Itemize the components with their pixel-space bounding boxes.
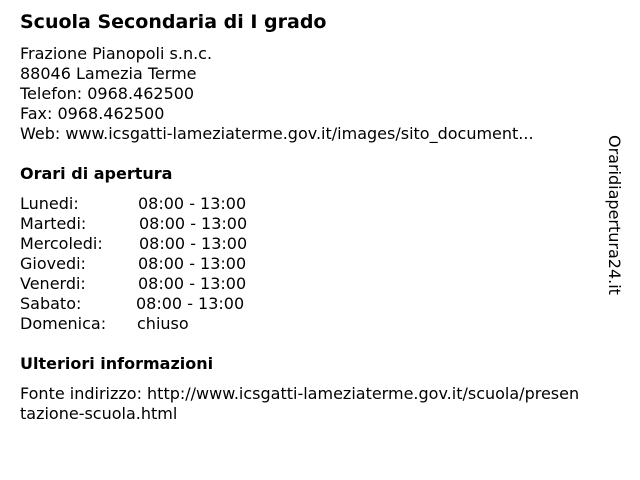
school-title: Scuola Secondaria di I grado: [20, 11, 327, 33]
day-label: Sabato:: [20, 294, 82, 313]
address-source-text: Fonte indirizzo: http://www.icsgatti-lameziaterme.gov.it/scuola/presentazione-scuola.html: [20, 384, 580, 423]
day-hours: 08:00 - 13:00: [139, 234, 248, 253]
site-watermark: Oraridiapertura24.it: [605, 135, 624, 295]
day-label: Martedi:: [20, 214, 87, 233]
address-line-city: 88046 Lamezia Terme: [20, 64, 197, 83]
day-label: Venerdi:: [20, 274, 86, 293]
day-label: Domenica:: [20, 314, 107, 333]
address-line-street: Frazione Pianopoli s.n.c.: [20, 44, 213, 63]
day-hours: 08:00 - 13:00: [138, 194, 247, 213]
day-hours: 08:00 - 13:00: [138, 254, 247, 273]
opening-hours-heading: Orari di apertura: [20, 164, 173, 183]
address-block: [20, 44, 534, 144]
day-label: Giovedi:: [20, 254, 86, 273]
day-hours: 08:00 - 13:00: [136, 294, 245, 313]
fax-number: Fax: 0968.462500: [20, 104, 165, 123]
website-link[interactable]: Web: www.icsgatti-lameziaterme.gov.it/images/sito_document...: [20, 124, 534, 143]
day-label: Lunedi:: [20, 194, 79, 213]
day-label: Mercoledi:: [20, 234, 103, 253]
day-hours: chiuso: [137, 314, 189, 333]
day-hours: 08:00 - 13:00: [139, 214, 248, 233]
day-hours: 08:00 - 13:00: [138, 274, 247, 293]
additional-info-heading: Ulteriori informazioni: [20, 354, 214, 373]
phone-number[interactable]: Telefon: 0968.462500: [20, 84, 195, 103]
